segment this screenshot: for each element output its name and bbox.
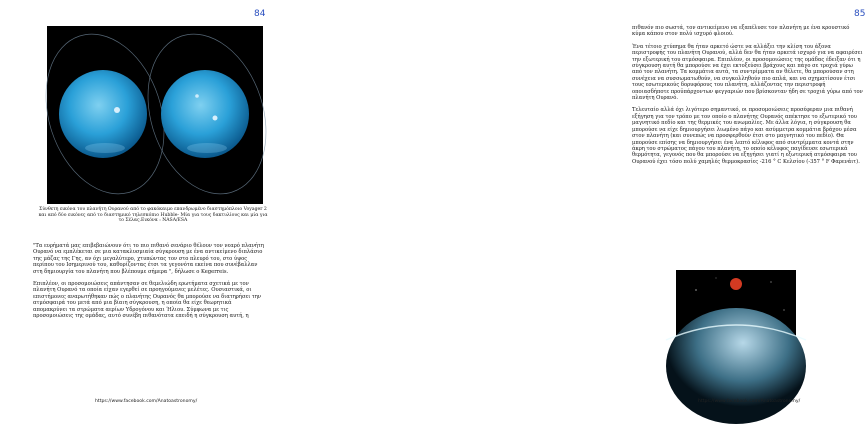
footer-link[interactable]: https://www.facebook.com/Anatoastronomy/ xyxy=(698,399,801,404)
page-number: 84 xyxy=(254,9,266,19)
page-number: 85 xyxy=(854,9,865,19)
paragraph: Ένα τέτοιο χτύπημα θα ήταν αρκετό ώστε να αλλάξει την κλίση του άξονα περιστροφής του πλανήτη Ουρανού, αλλά δεν θα ήταν αρκετά ισχυρό για να αφαιρέσει την εξωτερική του ατμόσφαιρα. Επιπλέον, οι προσομοιώσεις της ομάδας έδειξαν ότι η σύγκρουση αυτή θα μπορούσε να έχει εκτοξεύσει βράχους και πάγο σε τροχιά γύρω από τον πλανήτη. Τα κομμάτια αυτά, τα συντρίμματα αν θέλετε, θα μπορούσαν στη συνέχεια να συσσωματωθούν, να συγκολληθούν πιο απλά, και να σχηματίσουν έτσι τους εσωτερικούς δορυφόρους του πλανήτη, αλλάζοντας την περιστροφή οποιασδήποτε προϋπάρχοντων φεγγαριών που βρίσκονταν ήδη σε τροχιά γύρω από τον πλανήτη Ουρανό. xyxy=(632,43,863,102)
left-page xyxy=(0,0,300,424)
paragraph: Επιπλέον, οι προσομοιώσεις απάντησαν σε θεμελιώδη ερωτήματα σχετικά με τον πλανήτη Ουρανό τα οποία είχαν εγερθεί σε προηγούμενες μελέτες. Ουσιαστικά, οι επιστήμονες αναρωτήθηκαν πώς ο πλανήτης Ουρανός θα μπορούσε να διατηρήσει την ατμόσφαιρά του μετά από μια βίαιη σύγκρουση, η οποία θα είχε θεωρητικά απομακρύνει τα στρώματα αερίων Υδρογόνου και Ήλιου. Σύμφωνα με τις προσομοιώσεις της ομάδας, αυτό συνέβη πιθανότατα επειδή η σύγκρουση αυτή, η xyxy=(33,281,262,320)
planet-collision-art xyxy=(676,270,796,390)
paragraph: "Τα ευρήματά μας επιβεβαιώνουν ότι το πιο πιθανό σενάριο θέλουν τον νεαρό πλανήτη Ουρανό να εμπλέκεται σε μια κατακλυσμιαία σύγκρουση με ένα αντικείμενο διπλάσιο της μάζας της Γης, αν όχι μεγαλύτερο, χτυπώντας τον στο πλευρό του, στο ύψος περίπου του Ισημερινού του, καθορίζοντας έτσι τα γεγονότα εκείνα που συνέβαλλαν στη δημιουργία του πλανήτη που βλέπουμε σήμερα ", δήλωσε ο Kegerreis. xyxy=(33,243,264,275)
planet-illustration xyxy=(676,270,796,390)
uranus-left-planet xyxy=(26,19,183,210)
uranus-right-planet xyxy=(128,19,285,210)
figure-caption: Σύνθετη εικόνα του πλανήτη Ουρανού από το φακόκαιμο επανδρωμένο διαστημόπλοιο Voyager 2 και από δύο εικόνες από το διαστημικό τηλεσκόπιο Hubble- Μία για τους δακτυλίους και μία για το Σέλας.Εικόνα : NASA/ESA xyxy=(38,207,268,224)
paragraph: πιθανόν πιο σωστά, τον αντικείμενο να εξαπέλυσε τον πλανήτη με ένα κρουστικό κύμα κάπου στον πολύ ισχυρό φλοιού. xyxy=(632,25,850,38)
uranus-composite-image xyxy=(47,26,263,204)
right-page xyxy=(300,0,865,424)
uranus-pair-illustration xyxy=(47,26,263,204)
red-moon xyxy=(730,278,742,290)
right-body-text xyxy=(632,25,864,171)
left-body-text xyxy=(33,243,265,325)
paragraph: Τελευταίο αλλά όχι λιγότερο σημαντικό, οι προσομοιώσεις προσέφεραν μια πιθανή εξήγηση για τον τρόπο με τον οποίο ο πλανήτης Ουρανός απέκτησε το εξωτερικό του μαγνητικό πεδίο και της θερμικές του ανωμαλίες. Με άλλα λόγια, η σύγκρουση θα μπορούσε να είχε δημιουργήσει λιωμένο πάγο και ασύμμετρα κομμάτια βράχου μέσα στον πλανήτη (και συνεπώς να προσφερθούν έτσι στο μαγνητικό του πεδίο). Θα μπορούσε επίσης να δημιουργήσει ένα λεπτό κέλυφος από συντρίμματα κοντά στην άκρη του στρώματος πάγου του πλανήτη, το οποίο κέλυφος παγίδευσε εσωτερικά θερμότητα, γεγονός που θα μπορούσε να εξηγήσει γιατί η εξωτερική ατμόσφαιρα του Ουρανού έχει τόσο πολύ χαμηλές θερμοκρασίες -216 ° C Κελσίου (-357 ° F Φαρενάιτ). xyxy=(632,107,860,165)
footer-link[interactable]: https://www.facebook.com/Anatoastronomy/ xyxy=(95,399,198,404)
